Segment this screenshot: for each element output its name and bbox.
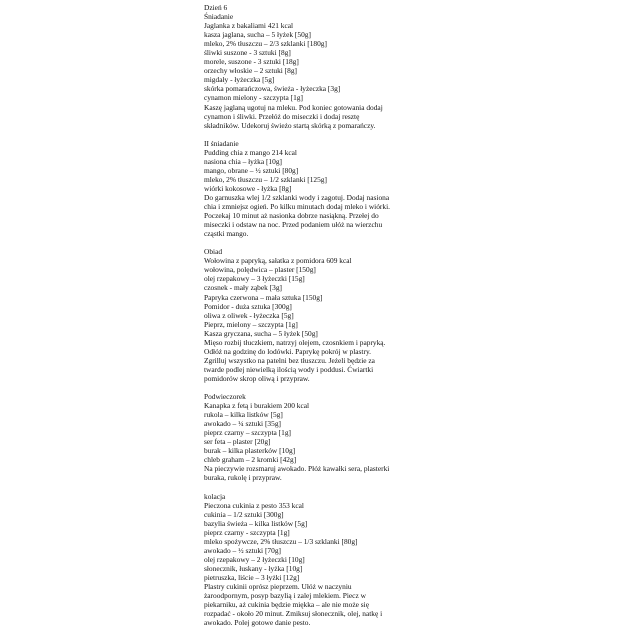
meal-list — [204, 12, 414, 627]
ingredient-line: olej rzepakowy – 2 łyżeczki [10g] — [204, 554, 305, 564]
dish-title: Wołowina z papryką, sałatka z pomidora 609 kcal — [204, 256, 352, 266]
ingredient-line: mango, obrane – ½ sztuki [80g] — [204, 165, 299, 175]
dish-title: Pieczona cukinia z pesto 353 kcal — [204, 500, 304, 510]
meal-section — [204, 482, 414, 627]
instruction-line: Poczekaj 10 minut aż nasionka dobrze nasiąkną. Przełej do — [204, 211, 379, 221]
dish-title: Kanapka z fetą i burakiem 200 kcal — [204, 401, 310, 411]
instruction-line: cynamon i śliwki. Przełóż do miseczki i dodaj resztę — [204, 111, 360, 121]
instruction-line: rozpadać - około 20 minut. Zmiksuj słonecznik, olej, natkę i — [204, 609, 383, 619]
ingredient-line: nasiona chia – łyżka [10g] — [204, 156, 282, 166]
instruction-line: Odłóż na godzinę do lodówki. Paprykę pokrój w plastry. — [204, 346, 372, 356]
ingredient-line: czosnek - mały ząbek [3g] — [204, 283, 282, 293]
ingredient-line: słonecznik, łuskany - łyżka [10g] — [204, 563, 303, 573]
ingredient-line: rukola – kilka listków [5g] — [204, 410, 283, 420]
instruction-line: twarde podlej niewielką ilością wody i poddusi. Ćwiartki — [204, 364, 374, 374]
instruction-line: cząstki mango. — [204, 229, 249, 239]
section-gap — [204, 130, 414, 139]
ingredient-line: Pieprz, mielony – szczypta [1g] — [204, 319, 298, 329]
instruction-line: miseczki i odstaw na noc. Przed podaniem ułóż na wierzchu — [204, 220, 383, 230]
ingredient-line: ser feta – plaster [20g] — [204, 437, 271, 447]
meal-section — [204, 12, 414, 130]
ingredient-line: Pomidor - duża sztuka [300g] — [204, 301, 292, 311]
meal-name: Obiad — [204, 247, 223, 257]
ingredient-line: awokado – ¼ sztuki [35g] — [204, 419, 281, 429]
meal-section — [204, 238, 414, 383]
instruction-line: Na pieczywie rozsmaruj awokado. Płóż kawałki sera, plasterki — [204, 464, 390, 474]
ingredient-line: olej rzepakowy – 3 łyżeczki [15g] — [204, 274, 305, 284]
section-gap — [204, 482, 414, 491]
dish-title: Pudding chia z mango 214 kcal — [204, 147, 297, 157]
meal-name: Podwieczorek — [204, 392, 246, 402]
ingredient-line: mleko, 2% tłuszczu – 2/3 szklanki [180g] — [204, 39, 327, 49]
ingredient-line: śliwki suszone - 3 sztuki [8g] — [204, 48, 291, 58]
instruction-line: składników. Udekoruj świeżo startą skórką z pomarańczy. — [204, 120, 376, 130]
ingredient-line: wołowina, polędwica – plaster [150g] — [204, 265, 316, 275]
dish-title: Jaglanka z bakaliami 421 kcal — [204, 21, 294, 31]
ingredient-line: Kasza gryczana, sucha – 5 łyżek [50g] — [204, 328, 318, 338]
ingredient-line: cukinia – 1/2 sztuki [300g] — [204, 509, 284, 519]
ingredient-line: bazylia świeża – kilka listków [5g] — [204, 518, 308, 528]
ingredient-line: pietruszka, liście – 3 łyżki [12g] — [204, 572, 300, 582]
day-title: Dzień 6 — [204, 3, 228, 12]
ingredient-line: skórka pomarańczowa, świeża - łyżeczka [3g] — [204, 84, 341, 94]
ingredient-line: mleko spożywcze, 2% tłuszczu – 1/3 szklanki [80g] — [204, 536, 358, 546]
meal-name: II śniadanie — [204, 138, 239, 148]
instruction-line: Plastry cukinii oprósz pieprzem. Ułóż w naczyniu — [204, 582, 352, 591]
instruction-line: chia i zmniejsz ogień. Po kilku minutach dodaj mleko i wiórki. — [204, 202, 390, 212]
ingredient-line: Papryka czerwona – mała sztuka [150g] — [204, 292, 323, 302]
instruction-line: awokado. Polej gotowe danie pesto. — [204, 618, 311, 627]
instruction-line: Mięso rozbij tłuczkiem, natrzyj olejem, czosnkiem i papryką. — [204, 337, 386, 347]
ingredient-line: orzechy włoskie – 2 sztuki [8g] — [204, 66, 297, 76]
ingredient-line: wiórki kokosowe - łyżka [8g] — [204, 183, 292, 193]
ingredient-line: morele, suszone - 3 sztuki [18g] — [204, 57, 299, 67]
instruction-line: Kaszę jaglaną ugotuj na mleku. Pod koniec gotowania dodaj — [204, 102, 383, 112]
ingredient-line: pieprz czarny – szczypta [1g] — [204, 428, 291, 438]
ingredient-line: chleb graham – 2 kromki [42g] — [204, 455, 297, 465]
meal-section — [204, 130, 414, 239]
section-gap — [204, 238, 414, 247]
ingredient-line: awokado – ½ sztuki [70g] — [204, 545, 281, 555]
instruction-line: Do garnuszka wlej 1/2 szklanki wody i zagotuj. Dodaj nasiona — [204, 192, 390, 202]
meal-name: Śniadanie — [204, 12, 234, 22]
ingredient-line: migdały - łyżeczka [5g] — [204, 75, 275, 85]
instruction-line: buraka, rukolę i przypraw. — [204, 473, 282, 483]
instruction-line: piekarniku, aż cukinia będzie miękka – ale nie może się — [204, 600, 369, 610]
meal-name: kolacja — [204, 491, 226, 501]
ingredient-line: cynamon mielony - szczypta [1g] — [204, 93, 303, 103]
ingredient-line: kasza jaglana, sucha – 5 łyżek [50g] — [204, 30, 311, 40]
ingredient-line: oliwa z oliwek - łyżeczka [5g] — [204, 310, 294, 320]
ingredient-line: burak – kilka plasterków [10g] — [204, 446, 296, 456]
meal-plan-text — [204, 3, 414, 627]
instruction-line: pomidorów skrop oliwą i przypraw. — [204, 373, 310, 383]
ingredient-line: pieprz czarny - szczypta [1g] — [204, 527, 290, 537]
ingredient-line: mleko, 2% tłuszczu – 1/2 szklanki [125g] — [204, 174, 327, 184]
instruction-line: żaroodpornym, posyp bazylią i zalej mlekiem. Piecz w — [204, 591, 366, 601]
section-gap — [204, 383, 414, 392]
instruction-line: Zgrilluj wszystko na patelni bez tłuszczu. Jeżeli będzie za — [204, 355, 375, 365]
meal-section — [204, 383, 414, 483]
